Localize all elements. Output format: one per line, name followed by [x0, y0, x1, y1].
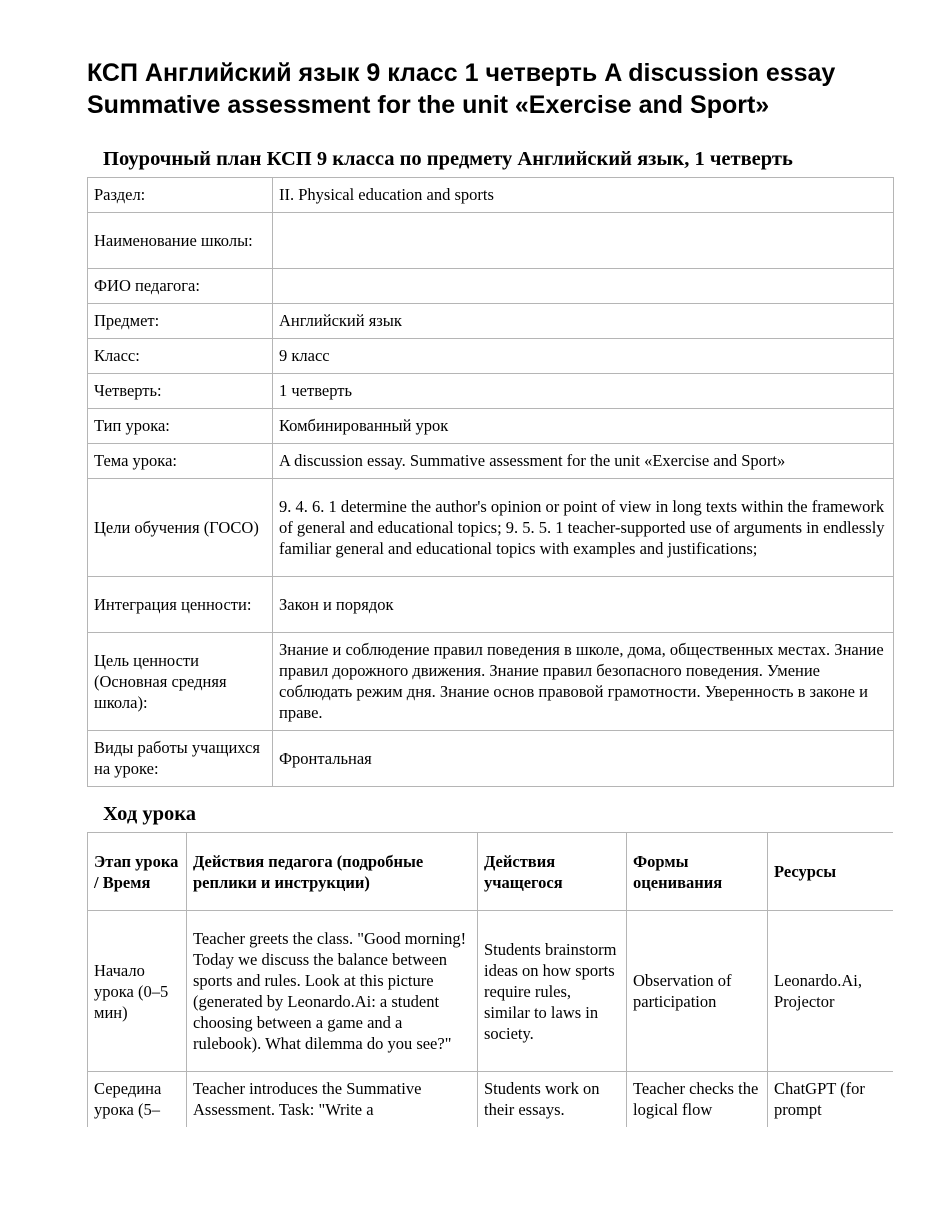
- info-value: 1 четверть: [273, 374, 894, 409]
- table-row: [88, 911, 894, 1072]
- info-label: Предмет:: [88, 304, 273, 339]
- info-row: [88, 178, 894, 213]
- info-value: Фронтальная: [273, 731, 894, 787]
- header-resources: Ресурсы: [768, 833, 894, 911]
- info-value: Английский язык: [273, 304, 894, 339]
- info-label: Виды работы учащихся на уроке:: [88, 731, 273, 787]
- step-teacher-actions: Teacher introduces the Summative Assessment. Task: "Write a: [187, 1072, 478, 1128]
- step-resources: Leonardo.Ai, Projector: [768, 911, 894, 1072]
- info-row: [88, 304, 894, 339]
- info-row: [88, 577, 894, 633]
- plan-heading: Поурочный план КСП 9 класса по предмету Английский язык, 1 четверть: [103, 148, 793, 170]
- step-stage: Середина урока (5–: [88, 1072, 187, 1128]
- info-row: [88, 339, 894, 374]
- info-label: Раздел:: [88, 178, 273, 213]
- lesson-steps-table: [87, 832, 893, 1127]
- step-stage: Начало урока (0–5 мин): [88, 911, 187, 1072]
- header-assessment: Формы оценивания: [627, 833, 768, 911]
- info-row: [88, 213, 894, 269]
- info-value: 9 класс: [273, 339, 894, 374]
- info-label: Наименование школы:: [88, 213, 273, 269]
- header-student-actions: Действия учащегося: [478, 833, 627, 911]
- info-row: [88, 633, 894, 731]
- lesson-info-table: [87, 177, 894, 787]
- info-row: [88, 409, 894, 444]
- info-label: Цель ценности (Основная средняя школа):: [88, 633, 273, 731]
- info-value: [273, 269, 894, 304]
- steps-header-row: [88, 833, 894, 911]
- info-row: [88, 479, 894, 577]
- info-value: Закон и порядок: [273, 577, 894, 633]
- info-value: II. Physical education and sports: [273, 178, 894, 213]
- info-value: [273, 213, 894, 269]
- document-page: [87, 58, 893, 1127]
- lesson-steps-container: [87, 832, 893, 1127]
- info-row: [88, 444, 894, 479]
- info-value: 9. 4. 6. 1 determine the author's opinion or point of view in long texts within the framework of general and educational topics; 9. 5. 5. 1 teacher-supported use of arguments in endlessly familiar general and educational topics with examples and justifications;: [273, 479, 894, 577]
- info-row: [88, 731, 894, 787]
- step-teacher-actions: Teacher greets the class. "Good morning! Today we discuss the balance between sports and rules. Look at this picture (generated by Leonardo.Ai: a student choosing between a game and a rulebook). What dilemma do you see?": [187, 911, 478, 1072]
- info-label: Класс:: [88, 339, 273, 374]
- info-row: [88, 374, 894, 409]
- info-value: Знание и соблюдение правил поведения в школе, дома, общественных местах. Знание правил дорожного движения. Знание правил безопасного поведения. Умение соблюдать режим дня. Знание основ правовой грамотности. Уверенность в законе и праве.: [273, 633, 894, 731]
- info-label: Тип урока:: [88, 409, 273, 444]
- info-label: ФИО педагога:: [88, 269, 273, 304]
- step-resources: ChatGPT (for prompt: [768, 1072, 894, 1128]
- header-teacher-actions: Действия педагога (подробные реплики и инструкции): [187, 833, 478, 911]
- document-title: КСП Английский язык 9 класс 1 четверть A discussion essay Summative assessment for the unit «Exercise and Sport»: [87, 59, 836, 119]
- step-student-actions: Students work on their essays.: [478, 1072, 627, 1128]
- info-label: Четверть:: [88, 374, 273, 409]
- info-value: A discussion essay. Summative assessment for the unit «Exercise and Sport»: [273, 444, 894, 479]
- header-stage: Этап урока / Время: [88, 833, 187, 911]
- lesson-heading: Ход урока: [103, 803, 196, 825]
- info-value: Комбинированный урок: [273, 409, 894, 444]
- table-row: [88, 1072, 894, 1128]
- info-label: Тема урока:: [88, 444, 273, 479]
- info-row: [88, 269, 894, 304]
- info-label: Цели обучения (ГОСО): [88, 479, 273, 577]
- info-label: Интеграция ценности:: [88, 577, 273, 633]
- step-assessment: Teacher checks the logical flow: [627, 1072, 768, 1128]
- step-assessment: Observation of participation: [627, 911, 768, 1072]
- step-student-actions: Students brainstorm ideas on how sports require rules, similar to laws in society.: [478, 911, 627, 1072]
